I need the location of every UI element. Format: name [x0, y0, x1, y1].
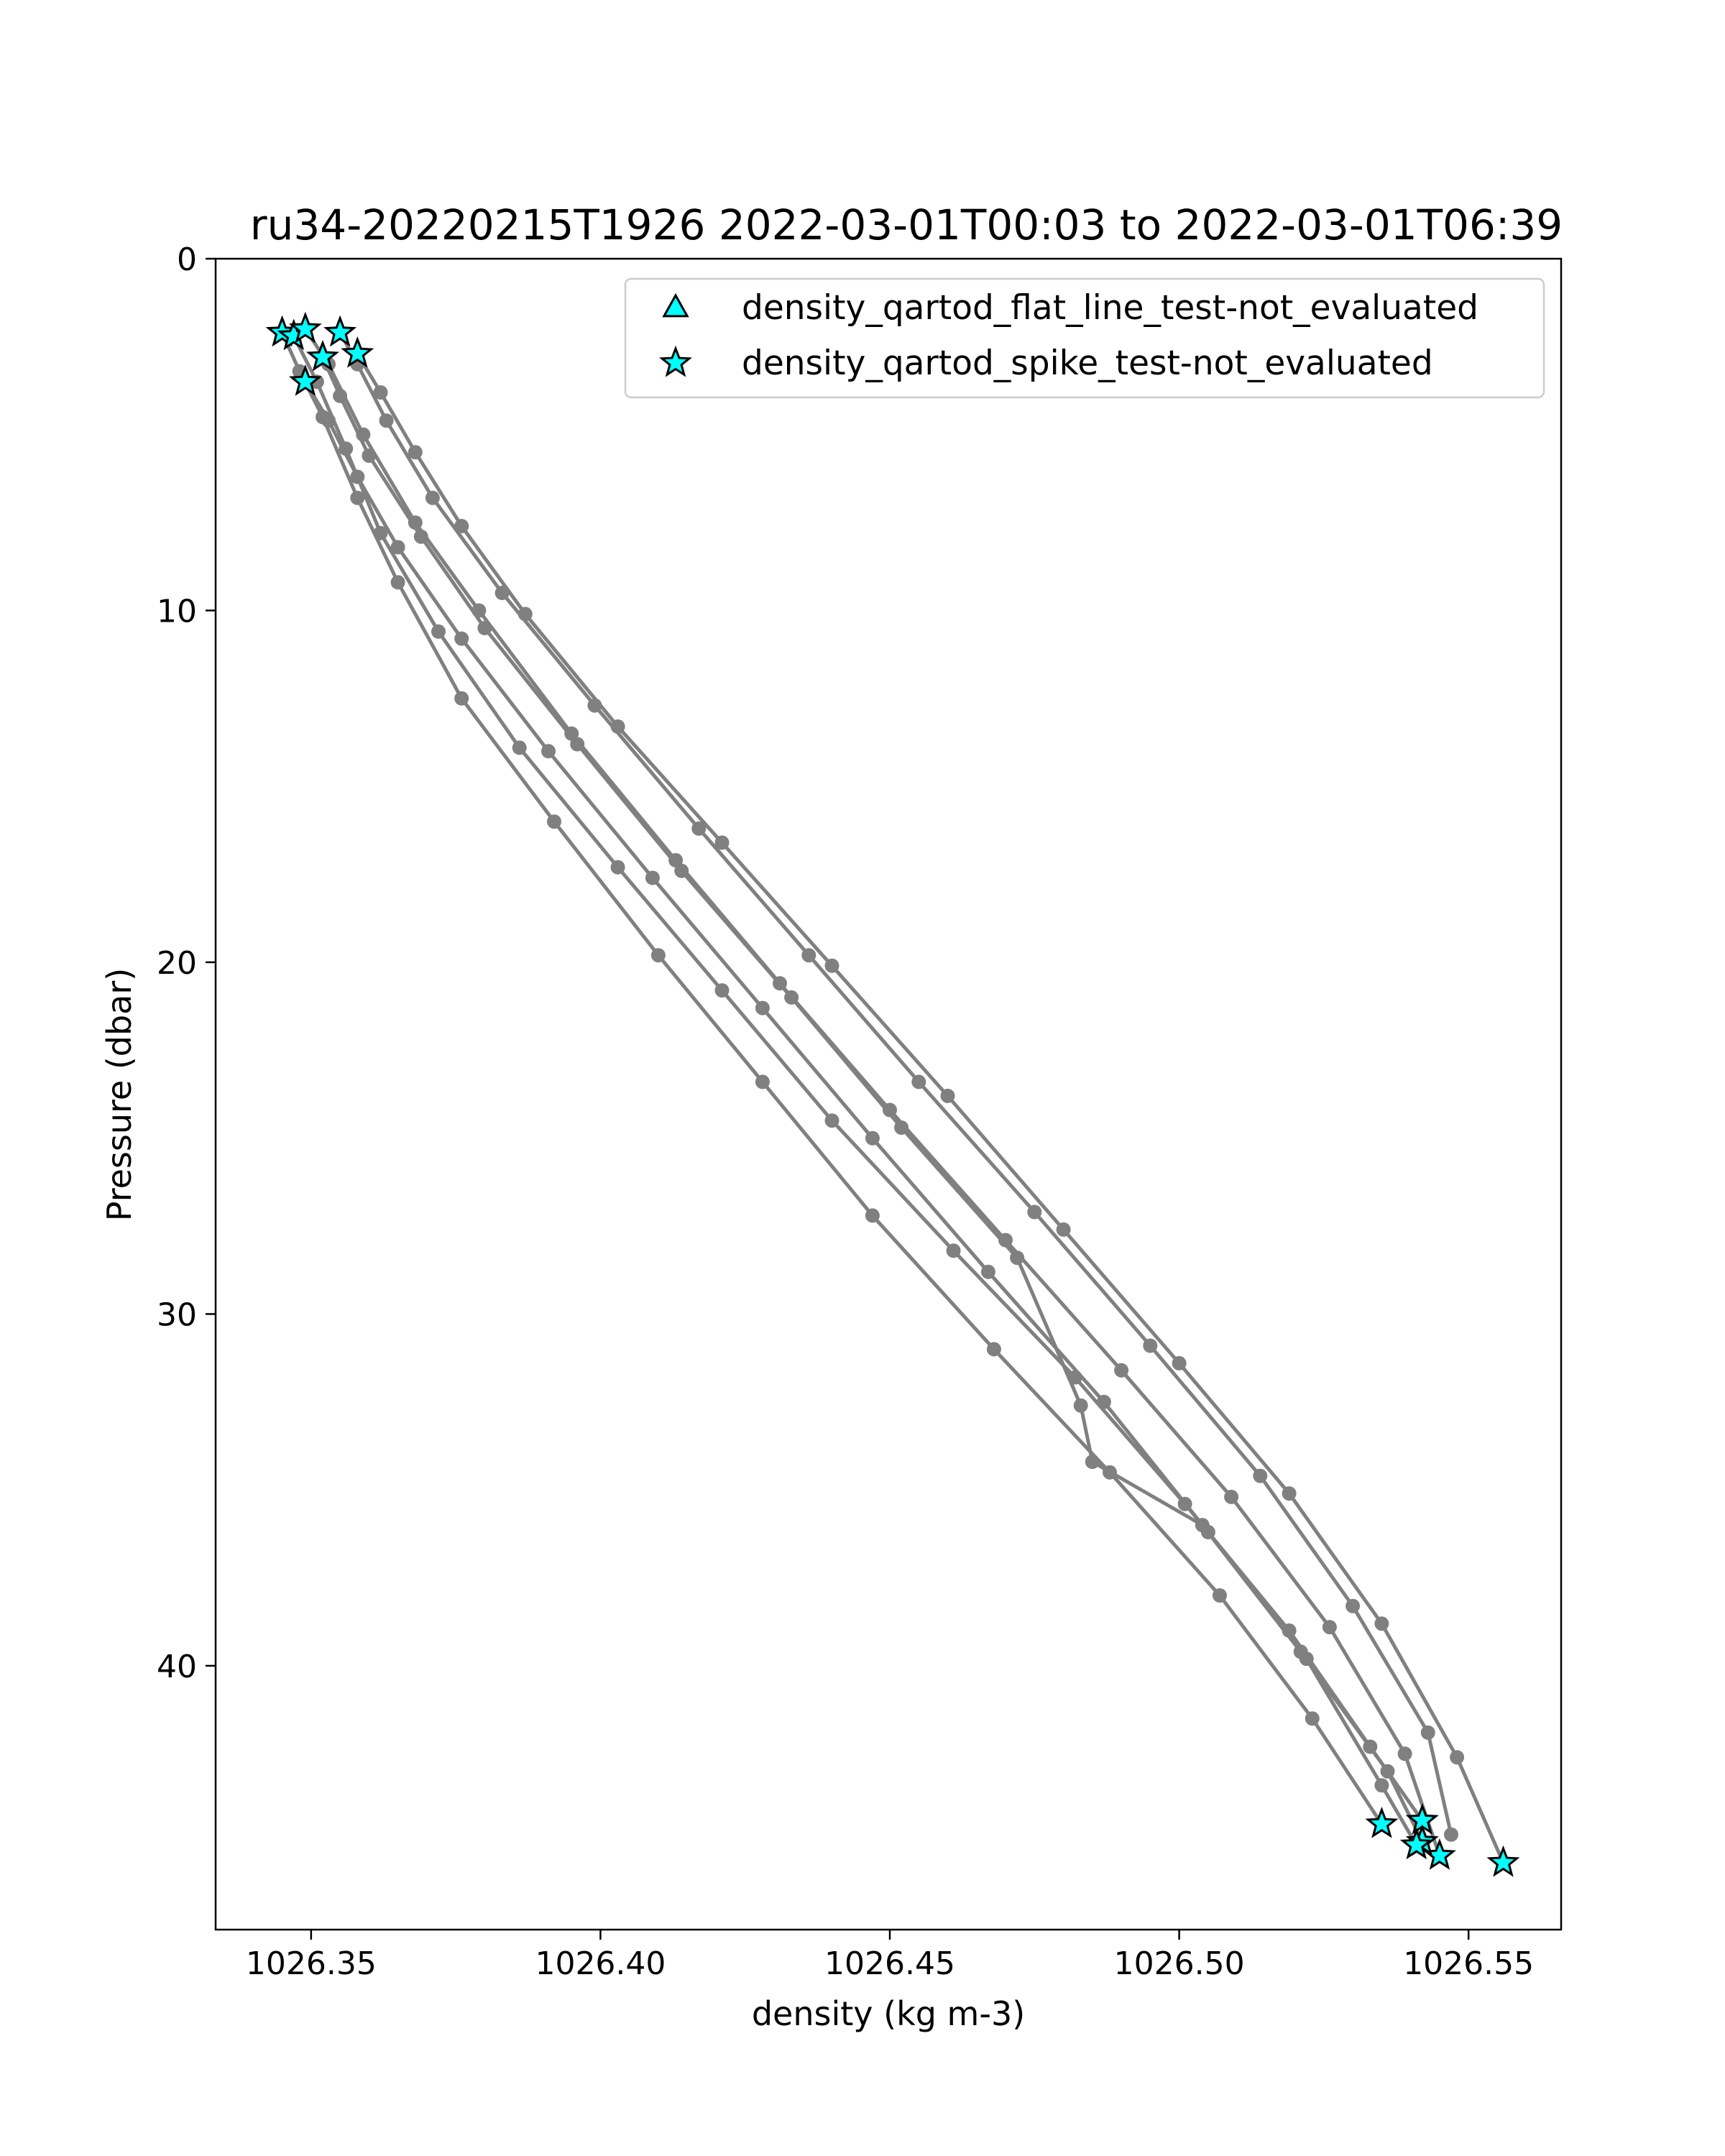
profile-point: [865, 1131, 880, 1146]
profile-point: [1201, 1525, 1215, 1539]
y-tick-label: 40: [157, 1648, 197, 1685]
profile-point: [547, 814, 561, 829]
profile-point: [1305, 1711, 1320, 1726]
profile-point: [1282, 1486, 1297, 1501]
legend: [625, 279, 1544, 397]
profile-point: [1381, 1764, 1395, 1779]
y-tick-label: 20: [157, 944, 197, 982]
profile-point: [1114, 1363, 1128, 1378]
profile-point: [611, 719, 625, 734]
profile-point: [1085, 1455, 1100, 1469]
x-tick-label: 1026.45: [824, 1945, 955, 1982]
profile-point: [541, 744, 556, 758]
profile-point: [645, 871, 660, 885]
profile-point: [1253, 1469, 1267, 1483]
profile-point: [825, 959, 840, 973]
profile-point: [1074, 1399, 1088, 1413]
profile-point: [391, 540, 405, 554]
profile-point: [518, 607, 533, 621]
x-tick-label: 1026.35: [245, 1945, 377, 1982]
profile-point: [321, 413, 336, 428]
profile-point: [1097, 1395, 1111, 1409]
profile-point: [1444, 1828, 1458, 1842]
profile-point: [911, 1074, 926, 1089]
profile-point: [431, 625, 446, 639]
profile-point: [1322, 1620, 1337, 1634]
profile-point: [512, 740, 527, 755]
profile-point: [825, 1113, 840, 1128]
profile-point: [801, 948, 816, 962]
profile-point: [426, 491, 440, 505]
profile-point: [1374, 1778, 1389, 1792]
profile-point: [1213, 1588, 1227, 1603]
profile-point: [477, 621, 492, 635]
profile-point: [380, 413, 394, 428]
profile-point: [1421, 1726, 1435, 1740]
profile-point: [1374, 1616, 1389, 1631]
profile-point: [570, 737, 584, 752]
profile-point: [391, 575, 405, 589]
profile-point: [333, 389, 347, 403]
y-tick-label: 30: [157, 1296, 197, 1334]
profile-point: [941, 1089, 955, 1103]
profile-point: [1143, 1339, 1157, 1353]
x-tick-label: 1026.50: [1113, 1945, 1245, 1982]
profile-point: [894, 1120, 908, 1135]
profile-point: [755, 1074, 770, 1089]
profile-point: [408, 445, 423, 459]
y-tick-label: 10: [157, 593, 197, 630]
profile-point: [1346, 1599, 1360, 1613]
profile-point: [865, 1208, 880, 1222]
profile-point: [715, 983, 730, 998]
profile-point: [454, 632, 469, 646]
profile-point: [414, 530, 428, 544]
x-tick-label: 1026.40: [535, 1945, 666, 1982]
profile-point: [1010, 1250, 1024, 1265]
x-axis-label: density (kg m-3): [751, 1994, 1026, 2033]
y-tick-label: 0: [177, 241, 197, 278]
profile-point: [611, 860, 625, 875]
profile-point: [362, 448, 376, 463]
profile-point: [947, 1243, 961, 1258]
profile-point: [1027, 1205, 1041, 1220]
profile-point: [374, 385, 388, 400]
profile-point: [1057, 1222, 1071, 1237]
profile-point: [674, 864, 689, 878]
legend-label: density_qartod_flat_line_test-not_evaluated: [742, 288, 1479, 328]
y-axis-label: Pressure (dbar): [100, 967, 139, 1222]
profile-point: [1450, 1750, 1464, 1764]
profile-point: [454, 519, 469, 533]
x-tick-label: 1026.55: [1403, 1945, 1535, 1982]
profile-point: [715, 836, 730, 850]
chart-title: ru34-20220215T1926 2022-03-01T00:03 to 2022-03-01T06:39: [249, 201, 1563, 249]
profile-point: [651, 948, 666, 962]
profile-point: [1398, 1746, 1412, 1761]
profile-point: [1300, 1651, 1314, 1666]
profile-point: [981, 1265, 995, 1279]
profile-point: [987, 1342, 1001, 1356]
profile-point: [755, 1001, 770, 1015]
profile-point: [454, 691, 469, 706]
profile-point: [350, 470, 364, 484]
profile-point: [784, 990, 799, 1005]
profile-point: [1172, 1356, 1187, 1370]
legend-label: density_qartod_spike_test-not_evaluated: [742, 344, 1433, 383]
profile-point: [1224, 1490, 1238, 1504]
